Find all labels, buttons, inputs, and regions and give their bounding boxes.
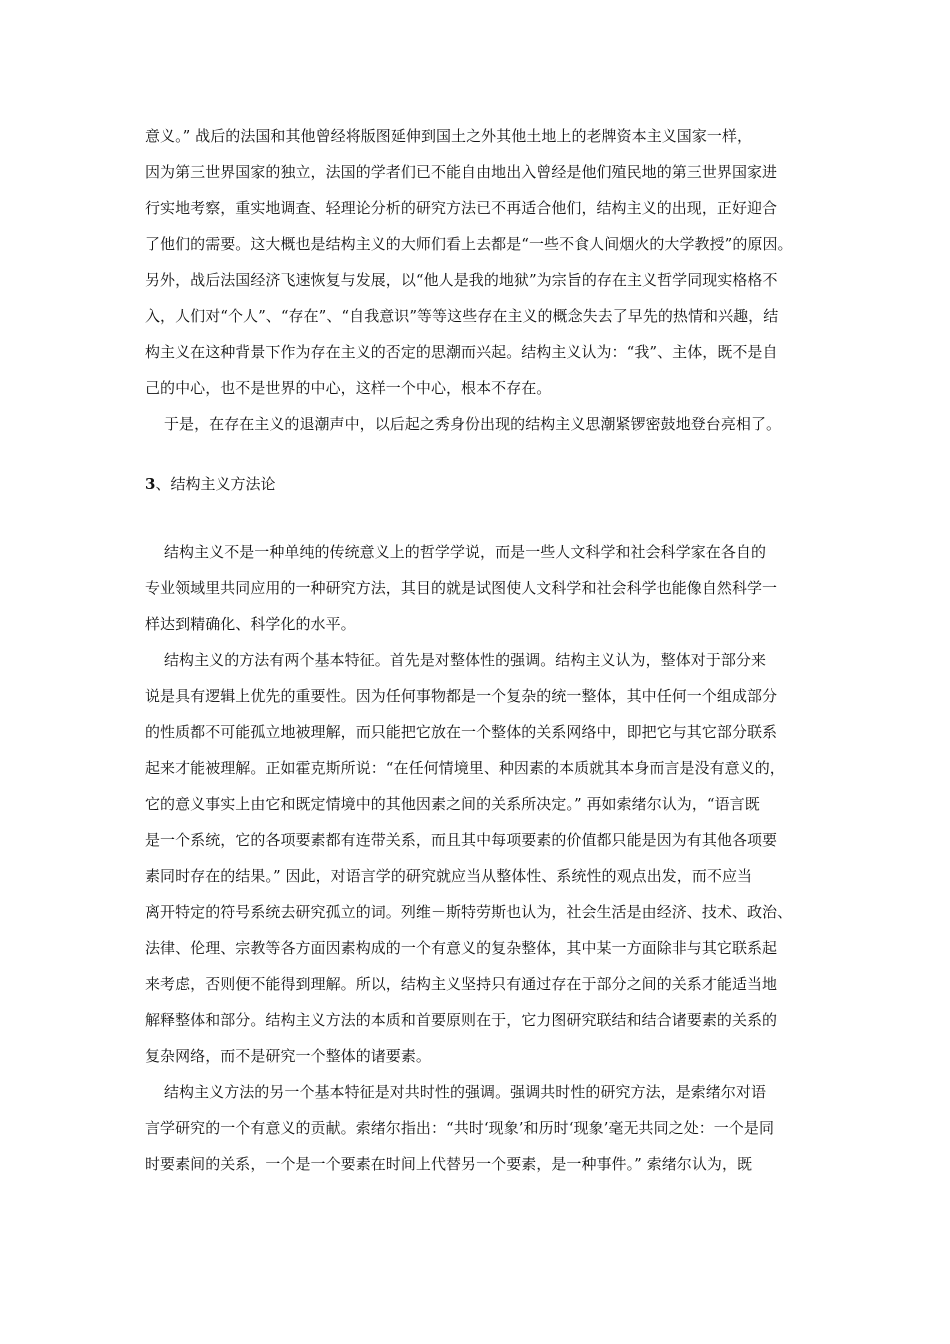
paragraph-line: 构主义在这种背景下作为存在主义的否定的思潮而兴起。结构主义认为：“我”、主体，既不是自	[145, 343, 778, 361]
paragraph-line: 另外，战后法国经济飞速恢复与发展，以“他人是我的地狱”为宗旨的存在主义哲学同现实格格不	[145, 271, 778, 289]
paragraph-line: 起来才能被理解。正如霍克斯所说：“在任何情境里、种因素的本质就其本身而言是没有意义的，	[145, 759, 785, 777]
paragraph-line: 意义。” 战后的法国和其他曾经将版图延伸到国土之外其他土地上的老牌资本主义国家一样，	[145, 127, 753, 145]
paragraph-line: 它的意义事实上由它和既定情境中的其他因素之间的关系所决定。” 再如索绪尔认为，“语言既	[145, 795, 760, 813]
paragraph-line: 法律、伦理、宗教等各方面因素构成的一个有意义的复杂整体，其中某一方面除非与其它联系起	[145, 939, 778, 957]
paragraph-line: 结构主义不是一种单纯的传统意义上的哲学学说，而是一些人文科学和社会科学家在各自的	[164, 543, 767, 561]
paragraph-line: 结构主义的方法有两个基本特征。首先是对整体性的强调。结构主义认为，整体对于部分来	[164, 651, 767, 669]
paragraph-line: 复杂网络，而不是研究一个整体的诸要素。	[145, 1047, 431, 1065]
paragraph-line: 己的中心，也不是世界的中心，这样一个中心，根本不存在。	[145, 379, 552, 397]
paragraph-line: 言学研究的一个有意义的贡献。索绪尔指出：“共时‘现象’和历时‘现象’毫无共同之处：一个是同	[145, 1119, 774, 1137]
paragraph-line: 说是具有逻辑上优先的重要性。因为任何事物都是一个复杂的统一整体，其中任何一个组成部分	[145, 687, 778, 705]
paragraph-line: 因为第三世界国家的独立，法国的学者们已不能自由地出入曾经是他们殖民地的第三世界国家进	[145, 163, 778, 181]
paragraph-line: 行实地考察，重实地调查、轻理论分析的研究方法已不再适合他们，结构主义的出现，正好迎合	[145, 199, 778, 217]
paragraph-line: 解释整体和部分。结构主义方法的本质和首要原则在于，它力图研究联结和结合诸要素的关系的	[145, 1011, 778, 1029]
section-number: 3	[145, 475, 156, 493]
section-heading	[145, 474, 275, 494]
paragraph-line: 结构主义方法的另一个基本特征是对共时性的强调。强调共时性的研究方法，是索绪尔对语	[164, 1083, 767, 1101]
paragraph-line: 是一个系统，它的各项要素都有连带关系，而且其中每项要素的价值都只能是因为有其他各项要	[145, 831, 778, 849]
paragraph-line: 了他们的需要。这大概也是结构主义的大师们看上去都是“一些不食人间烟火的大学教授”的原因。	[145, 235, 793, 253]
paragraph-line: 样达到精确化、科学化的水平。	[145, 615, 356, 633]
paragraph-line: 入，人们对“个人”、“存在”、“自我意识”等等这些存在主义的概念失去了早先的热情和兴趣，结	[145, 307, 779, 325]
paragraph-line: 时要素间的关系，一个是一个要素在时间上代替另一个要素，是一种事件。” 索绪尔认为，既	[145, 1155, 753, 1173]
paragraph-line: 素同时存在的结果。” 因此，对语言学的研究就应当从整体性、系统性的观点出发，而不应当	[145, 867, 753, 885]
section-title: 、结构主义方法论	[155, 475, 276, 493]
paragraph-line: 于是，在存在主义的退潮声中，以后起之秀身份出现的结构主义思潮紧锣密鼓地登台亮相了。	[164, 415, 782, 433]
paragraph-line: 专业领域里共同应用的一种研究方法，其目的就是试图使人文科学和社会科学也能像自然科学一	[145, 579, 778, 597]
paragraph-line: 来考虑，否则便不能得到理解。所以，结构主义坚持只有通过存在于部分之间的关系才能适当地	[145, 975, 778, 993]
paragraph-line: 离开特定的符号系统去研究孤立的词。列维－斯特劳斯也认为，社会生活是由经济、技术、政治、	[145, 903, 793, 921]
paragraph-line: 的性质都不可能孤立地被理解，而只能把它放在一个整体的关系网络中，即把它与其它部分联系	[145, 723, 778, 741]
